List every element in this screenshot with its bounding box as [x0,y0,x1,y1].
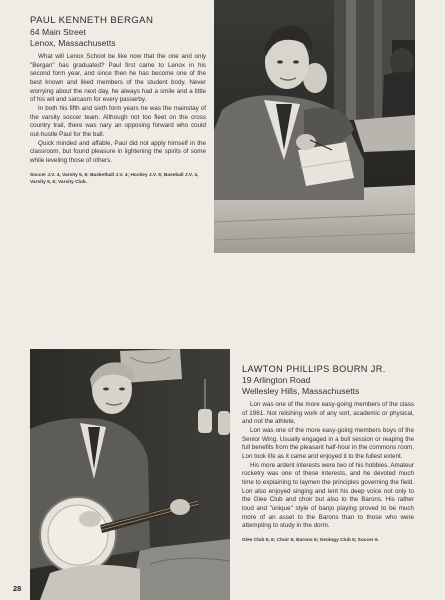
activities-list: Glee Club 5, 6; Choir 6; Barons 6; Geology Club 5; Soccer 6. [242,537,380,543]
street-address: 19 Arlington Road [242,375,311,385]
page-number: 28 [13,584,22,593]
biography-text [242,401,414,531]
bourn-photo [30,349,230,600]
biography-paragraph: His more ardent interests were two of his hobbies. Amateur rocketry was one of these interests, and he devoted much time to explaining to laymen the principles governing the field. Lon also enjoyed singing and lent his deep voice not only to the Glee Club and choir but also to the Barons. His rather loud and "unique" style of banjo playing proved to be much more of an asset to the Barons than to those who were attempting to study in the dorm. [242,461,414,530]
bergan-photo [214,0,415,253]
city-address: Lenox, Massachusetts [30,37,116,48]
biography-paragraph: What will Lenox School be like now that the one and only "Bergan" has graduated? Paul first came to Lenox in his second form year, and since then he has become one of the best known and liked members of the student body. Never worrying about the next day, he always had a smile and a little of his wit and sarcasm for every passerby. [30,53,206,104]
activities-list: Soccer J.V. 4, Varsity 5, 6; Basketball J.V. 4; Hockey J.V. 5; Baseball J.V. 4, Varsity 5, 6; Varsity Club. [30,172,199,185]
student-name: LAWTON PHILLIPS BOURN JR. [242,364,386,374]
biography-paragraph: Lon was one of the more easy-going members boys of the Senior Wing. Usually engaged in a bull session or reaping the full benefits from the pleasant half-hour in the commons room, Lon took life as it came and enjoyed it to the fullest extent. [242,426,414,460]
street-address: 64 Main Street [30,27,86,37]
biography-paragraph: In both his fifth and sixth form years he was the mainstay of the varsity soccer team. Although not too fleet on the cross country trail, there was nary an opposing forward who could out-hustle Paul for the ball. [30,104,206,138]
student-name: PAUL KENNETH BERGAN [30,15,154,26]
city-address: Wellesley Hills, Massachusetts [242,385,360,396]
bourn-biography [242,363,414,544]
bergan-biography [30,15,206,186]
biography-text [30,53,206,166]
biography-paragraph: Quick minded and affable, Paul did not apply himself in the classroom, but found pleasure in lightening the spirits of some while leveling those of others. [30,139,206,164]
biography-paragraph: Lon was one of the more easy-going members of the class of 1961. Not relishing work of any sort, academic or physical, and not the athlete, [242,401,414,426]
